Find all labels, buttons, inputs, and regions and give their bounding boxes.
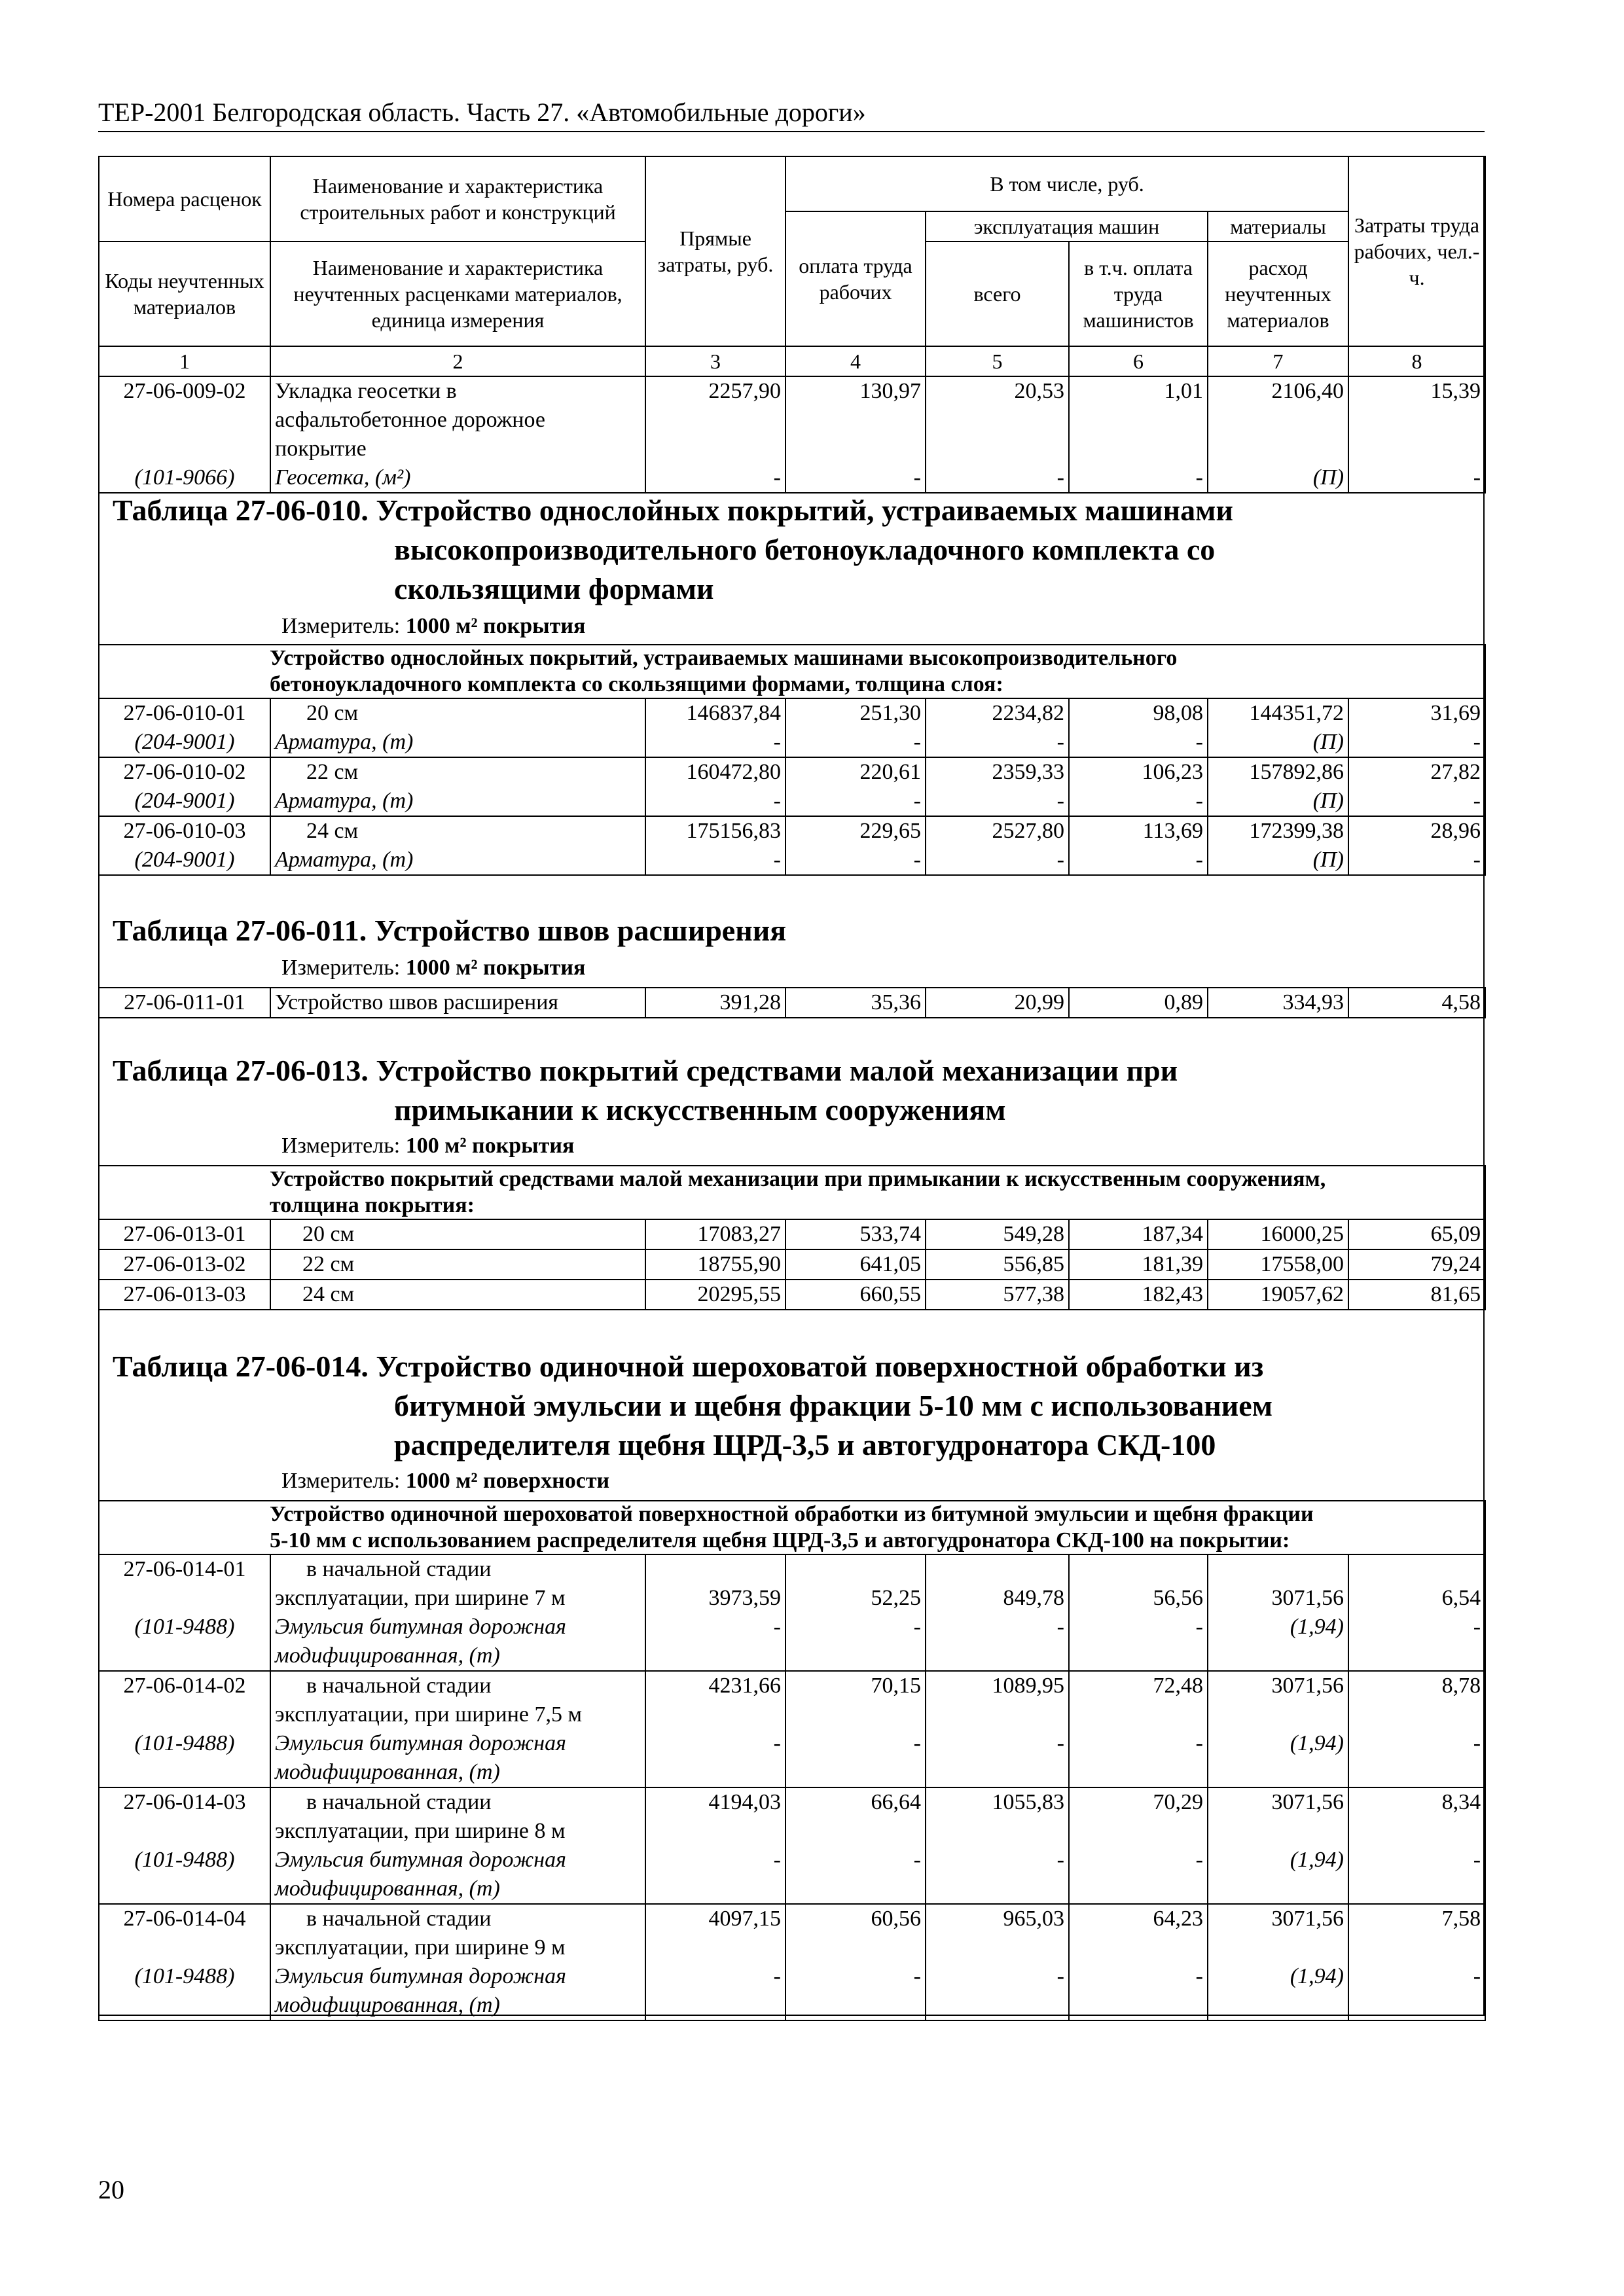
header-rule [98, 131, 1485, 132]
table-014 [98, 1500, 1486, 2021]
table-title-013: Таблица 27-06-013. Устройство покрытий средствами малой механизации при примыкании к искусственным сооружениям [113, 1054, 1178, 1126]
col-header-machines: эксплуатация машин [926, 211, 1208, 242]
table-row: 27-06-014-04 (101-9488) в начальной стадии эксплуатации, при ширине 9 м Эмульсия битумная дорожная модифицированная, (т) 4097,15 - 60,56 - 965,03 - 64,23 - 3071,56 (1,94) 7,58 - [99, 1904, 1485, 2020]
table-row: 27-06-014-01 (101-9488) в начальной стадии эксплуатации, при ширине 7 м Эмульсия битумная дорожная модифицированная, (т) 3973,59 - 52,25 - 849,78 - 56,56 - 3071,56 (1,94) 6,54 - [99, 1554, 1485, 1671]
page-number: 20 [98, 2175, 124, 2204]
running-header: ТЕР-2001 Белгородская область. Часть 27. «Автомобильные дороги» [98, 98, 866, 127]
col-header-labour: Затраты труда рабочих, чел.-ч. [1348, 156, 1485, 346]
section-heading: Устройство однослойных покрытий, устраиваемых машинами высокопроизводительного бетоноукладочного комплекта со скользящими формами, толщина слоя: [99, 645, 1485, 698]
table-013 [98, 1165, 1486, 1310]
table-row: 27-06-014-02 (101-9488) в начальной стадии эксплуатации, при ширине 7,5 м Эмульсия битумная дорожная модифицированная, (т) 4231,66 - 70,15 - 1089,95 - 72,48 - 3071,56 (1,94) 8,78 - [99, 1671, 1485, 1787]
col-number: 5 [926, 346, 1069, 376]
measure-014: Измеритель: 1000 м² поверхности [281, 1469, 610, 1493]
col-header-material-names: Наименование и характеристика неучтенных расценками материалов, единица измерения [270, 242, 645, 346]
measure-010: Измеритель: 1000 м² покрытия [281, 614, 586, 638]
table-row: 27-06-013-03 24 см 20295,55 660,55 577,38 182,43 19057,62 81,65 [99, 1280, 1485, 1310]
table-row [99, 376, 1485, 493]
col-header-codes: Номера расценок [99, 156, 270, 242]
table-011 [98, 987, 1486, 1018]
table-row: 27-06-010-03 (204-9001) 24 см Арматура, (т) 175156,83 - 229,65 - 2527,80 - 113,69 - 172399,38 (П) 28,96 - [99, 816, 1485, 875]
col-header-materials: материалы [1208, 211, 1348, 242]
table-row: 27-06-010-02 (204-9001) 22 см Арматура, (т) 160472,80 - 220,61 - 2359,33 - 106,23 - 157892,86 (П) 27,82 - [99, 757, 1485, 816]
table-row: 27-06-011-01 Устройство швов расширения 391,28 35,36 20,99 0,89 334,93 4,58 [99, 988, 1485, 1018]
col-header-machines-total: всего [926, 242, 1069, 346]
rate-name: Укладка геосетки в асфальтобетонное дорожное покрытие Геосетка, (м²) [270, 376, 645, 493]
table-title-010: Таблица 27-06-010. Устройство однослойных покрытий, устраиваемых машинами высокопроизводительного бетоноукладочного комплекта со скользящими формами [113, 493, 1233, 605]
value-labour: 15,39 - [1348, 376, 1485, 493]
col-number: 6 [1069, 346, 1208, 376]
col-number: 2 [270, 346, 645, 376]
col-number: 8 [1348, 346, 1485, 376]
col-header-direct-costs: Прямые затраты, руб. [645, 156, 785, 346]
table-row: 27-06-013-02 22 см 18755,90 641,05 556,85 181,39 17558,00 79,24 [99, 1249, 1485, 1280]
value-direct: 2257,90 - [645, 376, 785, 493]
col-number: 1 [99, 346, 270, 376]
measure-013: Измеритель: 100 м² покрытия [281, 1134, 575, 1158]
section-heading: Устройство покрытий средствами малой механизации при примыкании к искусственным сооружениям, толщина покрытия: [99, 1166, 1485, 1219]
value-machines: 20,53 - [926, 376, 1069, 493]
section-heading: Устройство одиночной шероховатой поверхностной обработки из битумной эмульсии и щебня фракции 5-10 мм с использованием распределителя щебня ЩРД-3,5 и автогудронатора СКД-100 на покрытии: [99, 1501, 1485, 1554]
col-number: 7 [1208, 346, 1348, 376]
table-row: 27-06-013-01 20 см 17083,27 533,74 549,28 187,34 16000,25 65,09 [99, 1219, 1485, 1249]
col-number: 4 [785, 346, 926, 376]
col-header-operators-pay: в т.ч. оплата труда машинистов [1069, 242, 1208, 346]
col-number: 3 [645, 346, 785, 376]
value-operators-pay: 1,01 - [1069, 376, 1208, 493]
value-materials: 2106,40 (П) [1208, 376, 1348, 493]
table-row: 27-06-010-01 (204-9001) 20 см Арматура, (т) 146837,84 - 251,30 - 2234,82 - 98,08 - 144351,72 (П) 31,69 - [99, 698, 1485, 757]
table-010 [98, 644, 1486, 876]
col-header-names: Наименование и характеристика строительных работ и конструкций [270, 156, 645, 242]
value-workers-pay: 130,97 - [785, 376, 926, 493]
measure-011: Измеритель: 1000 м² покрытия [281, 956, 586, 980]
header-table [98, 156, 1486, 493]
table-title-014: Таблица 27-06-014. Устройство одиночной шероховатой поверхностной обработки из битумной эмульсии и щебня фракции 5-10 мм с использованием распределителя щебня ЩРД-3,5 и автогудронатора СКД-100 [113, 1350, 1273, 1462]
table-row: 27-06-014-03 (101-9488) в начальной стадии эксплуатации, при ширине 8 м Эмульсия битумная дорожная модифицированная, (т) 4194,03 - 66,64 - 1055,83 - 70,29 - 3071,56 (1,94) 8,34 - [99, 1787, 1485, 1904]
col-header-workers-pay: оплата труда рабочих [785, 211, 926, 346]
col-header-material-consumption: расход неучтенных материалов [1208, 242, 1348, 346]
col-header-material-codes: Коды неучтенных материалов [99, 242, 270, 346]
col-header-including: В том числе, руб. [785, 156, 1348, 211]
table-title-011: Таблица 27-06-011. Устройство швов расширения [113, 914, 787, 947]
rate-code: 27-06-009-02 (101-9066) [99, 376, 270, 493]
